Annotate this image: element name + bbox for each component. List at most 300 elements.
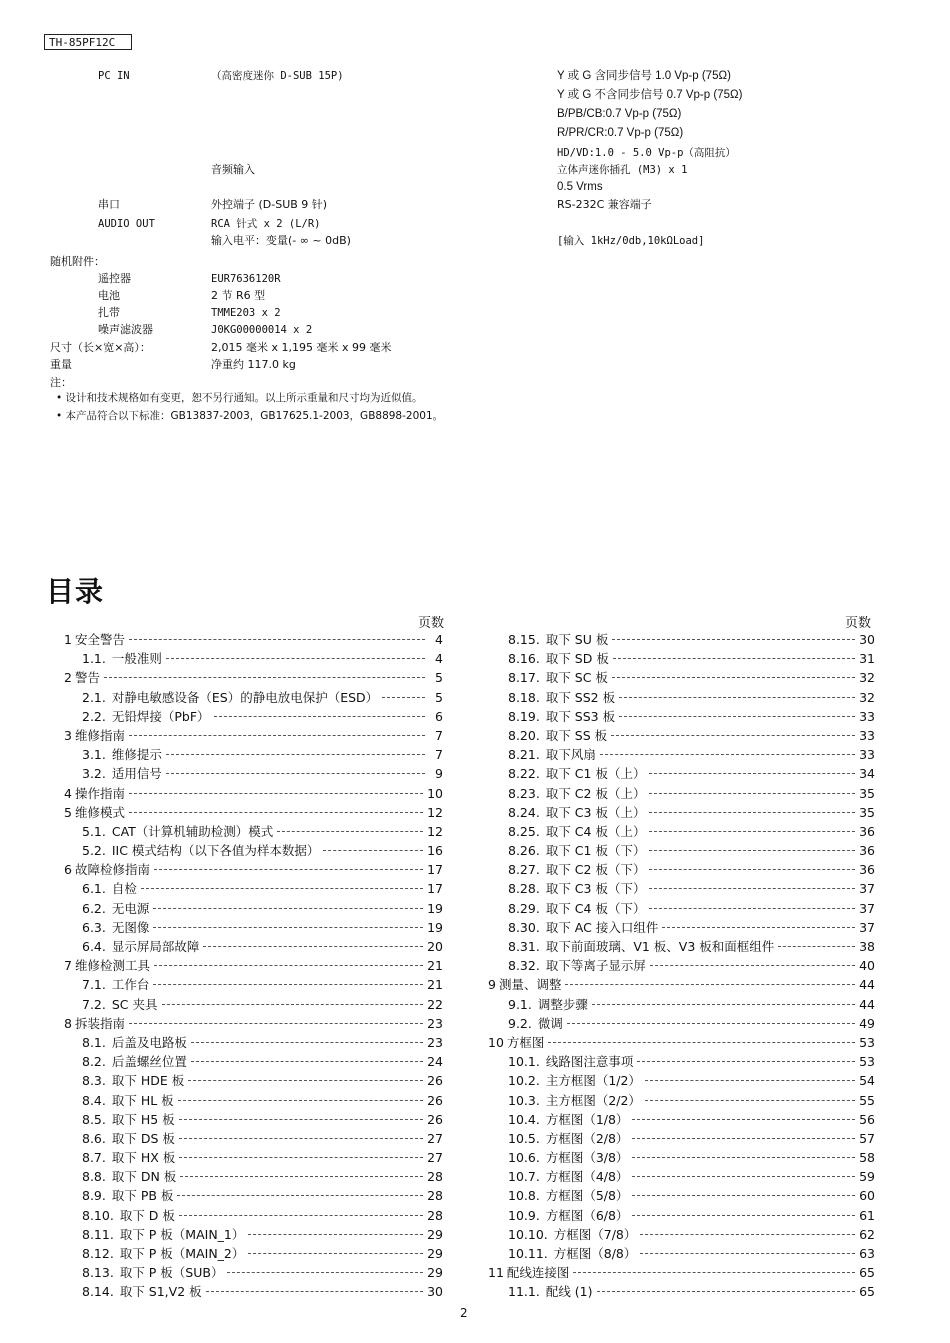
toc-leader-line	[129, 735, 425, 736]
toc-leader-line	[612, 677, 855, 678]
toc-entry[interactable]	[488, 707, 875, 726]
toc-entry-page: 36	[859, 862, 875, 878]
toc-entry-title: 配线 (1)	[545, 1284, 593, 1300]
toc-entry-number: 8.28.	[508, 881, 540, 897]
toc-leader-line	[632, 1138, 855, 1139]
toc-entry-page: 65	[859, 1284, 875, 1300]
toc-entry-number: 10.8.	[508, 1188, 540, 1204]
toc-entry[interactable]	[64, 899, 443, 918]
toc-entry[interactable]	[488, 956, 875, 975]
toc-entry-number: 8.11.	[82, 1226, 114, 1242]
toc-entry-number: 8.25.	[508, 823, 540, 839]
toc-leader-line	[632, 1176, 855, 1177]
toc-entry[interactable]	[488, 784, 875, 803]
model-number-box: TH-85PF12C	[44, 34, 132, 50]
toc-entry[interactable]	[488, 745, 875, 764]
toc-entry-number: 9	[488, 977, 496, 993]
toc-entry[interactable]	[64, 1033, 443, 1052]
toc-leader-line	[592, 1004, 855, 1005]
toc-entry[interactable]	[488, 1071, 875, 1090]
toc-entry-title: 取下 DN 板	[111, 1169, 177, 1185]
toc-leader-line	[649, 850, 855, 851]
toc-entry-title: 自检	[111, 881, 137, 897]
toc-entry-title: 主方框图（1/2）	[545, 1073, 641, 1089]
toc-leader-line	[178, 1100, 423, 1101]
toc-leader-line	[162, 1004, 424, 1005]
toc-entry-number: 8.16.	[508, 651, 540, 667]
toc-leader-line	[129, 812, 423, 813]
toc-entry[interactable]	[64, 803, 443, 822]
toc-entry-title: 方框图（5/8）	[545, 1188, 629, 1204]
toc-entry-title: 取下 SD 板	[545, 651, 609, 667]
toc-entry-title: 取下 P 板（SUB）	[119, 1265, 224, 1281]
toc-entry[interactable]	[488, 822, 875, 841]
weight-label: 重量	[50, 358, 72, 371]
toc-leader-line	[154, 965, 423, 966]
toc-entry-page: 53	[859, 1034, 875, 1050]
toc-entry[interactable]	[64, 841, 443, 860]
toc-entry-title: 拆装指南	[74, 1015, 125, 1031]
toc-leader-line	[640, 1234, 855, 1235]
toc-entry-page: 32	[859, 670, 875, 686]
toc-entry[interactable]	[488, 668, 875, 687]
toc-entry-title: 取下 C4 板（上）	[545, 823, 646, 839]
toc-entry-number: 8.19.	[508, 708, 540, 724]
toc-entry[interactable]	[64, 1225, 443, 1244]
toc-entry-title: 取下 P 板（MAIN_1）	[119, 1226, 245, 1242]
size-label: 尺寸（长×宽×高）：	[50, 341, 151, 354]
toc-entry-number: 10.7.	[508, 1169, 540, 1185]
toc-entry-number: 8.21.	[508, 747, 540, 763]
toc-entry-page: 31	[859, 651, 875, 667]
toc-entry[interactable]	[488, 918, 875, 937]
toc-entry-title: 故障检修指南	[74, 862, 150, 878]
toc-entry[interactable]	[488, 1091, 875, 1110]
toc-entry-page: 26	[427, 1092, 443, 1108]
toc-entry[interactable]	[488, 1186, 875, 1205]
toc-leader-line	[166, 658, 425, 659]
toc-entry-number: 10.6.	[508, 1150, 540, 1166]
toc-leader-line	[180, 1176, 423, 1177]
toc-entry[interactable]	[64, 1186, 443, 1205]
toc-entry-number: 10.5.	[508, 1130, 540, 1146]
toc-entry-number: 1.1.	[82, 651, 106, 667]
accessory-value: J0KG00000014 x 2	[211, 324, 313, 336]
toc-entry-page: 10	[427, 785, 443, 801]
toc-entry-page: 49	[859, 1015, 875, 1031]
toc-entry-page: 5	[435, 689, 443, 705]
toc-entry-title: 取下 D 板	[119, 1207, 175, 1223]
toc-entry-number: 9.2.	[508, 1015, 532, 1031]
toc-entry[interactable]	[64, 1071, 443, 1090]
toc-entry-number: 8.29.	[508, 900, 540, 916]
toc-entry[interactable]	[488, 688, 875, 707]
toc-leader-line	[188, 1080, 423, 1081]
accessory-value: EUR7636120R	[211, 273, 281, 285]
toc-leader-line	[179, 1119, 423, 1120]
toc-entry-title: 取下 DS 板	[111, 1130, 175, 1146]
toc-entry-page: 38	[859, 939, 875, 954]
toc-entry-number: 8.31.	[508, 939, 540, 954]
toc-entry-page: 7	[435, 727, 443, 743]
toc-entry-title: 取下 HL 板	[111, 1092, 174, 1108]
toc-entry[interactable]	[64, 688, 443, 707]
toc-entry-page: 7	[435, 747, 443, 763]
toc-leader-line	[203, 946, 423, 947]
toc-entry[interactable]	[488, 1014, 875, 1033]
toc-entry-number: 6.4.	[82, 939, 106, 954]
toc-entry[interactable]	[64, 1167, 443, 1186]
toc-entry-page: 57	[859, 1130, 875, 1146]
toc-entry[interactable]	[64, 956, 443, 975]
toc-entry-title: 警告	[74, 670, 100, 686]
toc-entry-number: 8.15.	[508, 632, 540, 647]
toc-leader-line	[191, 1061, 423, 1062]
toc-leader-line	[649, 812, 855, 813]
toc-entry-page: 20	[427, 939, 443, 954]
toc-entry[interactable]	[488, 1148, 875, 1167]
toc-entry[interactable]	[488, 1282, 875, 1301]
toc-leader-line	[645, 1080, 855, 1081]
toc-entry-page: 53	[859, 1054, 875, 1070]
toc-entry-title: 对静电敏感设备（ES）的静电放电保护（ESD）	[111, 689, 379, 705]
toc-leader-line	[649, 888, 855, 889]
toc-entry-page: 37	[859, 881, 875, 897]
toc-entry-page: 65	[859, 1265, 875, 1281]
toc-entry-page: 30	[859, 632, 875, 647]
toc-entry-page: 58	[859, 1150, 875, 1166]
pc-in-note-1: Y 或 G 含同步信号 1.0 Vp-p (75Ω)	[557, 70, 731, 82]
toc-entry-title: 适用信号	[111, 766, 162, 782]
toc-entry-title: 后盖及电路板	[111, 1034, 187, 1050]
toc-leader-line	[650, 965, 855, 966]
accessory-name: 噪声滤波器	[98, 323, 153, 336]
toc-entry[interactable]	[64, 995, 443, 1014]
accessories-label: 随机附件：	[50, 255, 105, 268]
toc-entry-title: 取下风扇	[545, 747, 596, 763]
toc-entry[interactable]	[64, 745, 443, 764]
toc-entry-number: 8.13.	[82, 1265, 114, 1281]
toc-entry-number: 8.5.	[82, 1111, 106, 1127]
toc-entry-title: 调整步骤	[537, 996, 588, 1012]
toc-entry[interactable]	[64, 668, 443, 687]
accessory-name: 遥控器	[98, 272, 131, 285]
pc-in-note-5: HD/VD:1.0 - 5.0 Vp-p（高阻抗）	[557, 147, 736, 159]
toc-entry[interactable]	[64, 1014, 443, 1033]
toc-leader-line	[129, 1023, 423, 1024]
toc-leader-line	[177, 1195, 423, 1196]
toc-entry-title: 取下 H5 板	[111, 1111, 175, 1127]
toc-leader-line	[649, 831, 855, 832]
toc-entry-page: 5	[435, 670, 443, 686]
toc-entry-number: 10	[488, 1034, 504, 1050]
accessory-value: TMME203 x 2	[211, 307, 281, 319]
toc-entry[interactable]	[488, 995, 875, 1014]
toc-leader-line	[227, 1272, 423, 1273]
toc-entry-page: 33	[859, 747, 875, 763]
toc-entry-number: 6.1.	[82, 881, 106, 897]
toc-entry-title: 取下 S1,V2 板	[119, 1284, 202, 1300]
toc-entry[interactable]	[488, 1033, 875, 1052]
toc-entry-page: 33	[859, 727, 875, 743]
toc-leader-line	[179, 1215, 423, 1216]
page-column-header-right: 页数	[845, 616, 872, 631]
weight-value: 净重约 117.0 kg	[211, 358, 296, 371]
toc-entry-title: 配线连接图	[506, 1265, 570, 1281]
toc-entry[interactable]	[64, 1206, 443, 1225]
serial-value: 外控端子 (D-SUB 9 针)	[211, 198, 328, 211]
toc-entry-number: 2.1.	[82, 689, 106, 705]
toc-entry[interactable]	[488, 1263, 875, 1282]
toc-leader-line	[141, 888, 423, 889]
toc-entry-page: 34	[859, 766, 875, 782]
pc-in-note-2: Y 或 G 不含同步信号 0.7 Vp-p (75Ω)	[557, 89, 743, 101]
pc-in-value: （高密度迷你 D-SUB 15P)	[211, 70, 344, 82]
toc-entry-page: 30	[427, 1284, 443, 1300]
toc-leader-line	[573, 1272, 855, 1273]
toc-right-column	[488, 630, 875, 1302]
toc-entry-number: 3.2.	[82, 766, 106, 782]
toc-entry-page: 37	[859, 900, 875, 916]
toc-entry[interactable]	[488, 630, 875, 649]
toc-leader-line	[649, 773, 855, 774]
toc-entry-number: 8.10.	[82, 1207, 114, 1223]
toc-leader-line	[277, 831, 423, 832]
toc-leader-line	[206, 1291, 423, 1292]
toc-entry[interactable]	[64, 1129, 443, 1148]
toc-entry-page: 21	[427, 977, 443, 993]
accessory-name: 扎带	[98, 306, 120, 319]
toc-entry-number: 5	[64, 804, 72, 820]
toc-entry[interactable]	[64, 918, 443, 937]
toc-entry-number: 10.2.	[508, 1073, 540, 1089]
pc-in-note-3: B/PB/CB:0.7 Vp-p (75Ω)	[557, 108, 682, 120]
size-value: 2,015 毫米 x 1,195 毫米 x 99 毫米	[211, 341, 392, 354]
toc-entry-title: 测量、调整	[498, 977, 562, 993]
toc-entry-title: 取下 C1 板（上）	[545, 766, 646, 782]
toc-entry-page: 26	[427, 1073, 443, 1089]
toc-entry[interactable]	[64, 764, 443, 783]
toc-entry-number: 8.17.	[508, 670, 540, 686]
toc-entry-title: 微调	[537, 1015, 563, 1031]
toc-entry-number: 10.10.	[508, 1226, 548, 1242]
toc-leader-line	[154, 869, 423, 870]
toc-entry-number: 10.9.	[508, 1207, 540, 1223]
toc-entry-number: 3.1.	[82, 747, 106, 763]
toc-entry-page: 23	[427, 1015, 443, 1031]
toc-entry[interactable]	[64, 1110, 443, 1129]
toc-entry-title: 取下 HX 板	[111, 1150, 176, 1166]
toc-entry-page: 12	[427, 804, 443, 820]
toc-entry[interactable]	[64, 1244, 443, 1263]
toc-entry-number: 1	[64, 632, 72, 647]
toc-entry[interactable]	[488, 726, 875, 745]
toc-leader-line	[613, 658, 855, 659]
toc-entry-page: 59	[859, 1169, 875, 1185]
toc-entry[interactable]	[488, 841, 875, 860]
toc-entry-title: 无图像	[111, 919, 150, 935]
toc-entry-page: 4	[435, 632, 443, 647]
toc-leader-line	[153, 984, 423, 985]
toc-entry[interactable]	[64, 784, 443, 803]
toc-entry-page: 29	[427, 1265, 443, 1281]
toc-entry-number: 8.22.	[508, 766, 540, 782]
toc-entry[interactable]	[64, 630, 443, 649]
audio-in-level: 0.5 Vrms	[557, 181, 603, 193]
toc-entry-number: 8.3.	[82, 1073, 106, 1089]
toc-entry-title: 无铅焊接（PbF）	[111, 708, 210, 724]
toc-entry-number: 7	[64, 958, 72, 974]
toc-entry-title: 取下 SU 板	[545, 632, 609, 647]
toc-entry[interactable]	[64, 822, 443, 841]
toc-entry[interactable]	[488, 899, 875, 918]
toc-leader-line	[179, 1157, 423, 1158]
toc-entry-page: 56	[859, 1111, 875, 1127]
toc-entry[interactable]	[488, 1225, 875, 1244]
toc-entry[interactable]	[488, 1244, 875, 1263]
toc-entry-number: 8.2.	[82, 1054, 106, 1070]
toc-entry-number: 5.2.	[82, 843, 106, 859]
toc-entry[interactable]	[64, 1148, 443, 1167]
toc-entry[interactable]	[488, 937, 875, 956]
toc-leader-line	[382, 697, 425, 698]
toc-entry-page: 61	[859, 1207, 875, 1223]
toc-entry-title: 取下 SS2 板	[545, 689, 616, 705]
toc-entry[interactable]	[64, 1091, 443, 1110]
toc-leader-line	[637, 1061, 855, 1062]
toc-leader-line	[129, 793, 423, 794]
toc-entry-page: 22	[427, 996, 443, 1012]
toc-entry-page: 6	[435, 708, 443, 724]
toc-entry-number: 8.6.	[82, 1130, 106, 1146]
toc-entry-title: 取下 C3 板（上）	[545, 804, 646, 820]
toc-entry-number: 7.2.	[82, 996, 106, 1012]
accessory-name: 电池	[98, 289, 120, 302]
toc-leader-line	[612, 639, 855, 640]
toc-leader-line	[640, 1253, 855, 1254]
toc-entry-number: 6.3.	[82, 919, 106, 935]
toc-entry-title: 方框图（7/8）	[553, 1226, 637, 1242]
toc-entry[interactable]	[64, 1282, 443, 1301]
toc-leader-line	[129, 639, 425, 640]
toc-leader-line	[649, 908, 855, 909]
toc-entry[interactable]	[488, 975, 875, 994]
toc-entry-number: 8.24.	[508, 804, 540, 820]
toc-entry-page: 17	[427, 881, 443, 897]
toc-entry[interactable]	[488, 879, 875, 898]
toc-leader-line	[649, 793, 855, 794]
toc-leader-line	[632, 1195, 855, 1196]
toc-entry[interactable]	[488, 1129, 875, 1148]
toc-entry-title: 方框图（6/8）	[545, 1207, 629, 1223]
toc-entry[interactable]	[64, 975, 443, 994]
toc-entry-title: 方框图（3/8）	[545, 1150, 629, 1166]
toc-entry-title: IIC 模式结构（以下各值为样本数据）	[111, 843, 320, 859]
toc-leader-line	[153, 908, 423, 909]
toc-entry-number: 8.14.	[82, 1284, 114, 1300]
toc-entry[interactable]	[64, 707, 443, 726]
toc-entry-title: 线路图注意事项	[545, 1054, 634, 1070]
toc-entry-title: 取下 C3 板（下）	[545, 881, 646, 897]
toc-entry[interactable]	[488, 1206, 875, 1225]
toc-entry-title: 方框图（1/8）	[545, 1111, 629, 1127]
toc-entry[interactable]	[64, 649, 443, 668]
toc-leader-line	[778, 946, 855, 947]
toc-entry[interactable]	[64, 879, 443, 898]
toc-leader-line	[153, 927, 423, 928]
toc-entry-page: 4	[435, 651, 443, 667]
toc-entry-title: 取下 HDE 板	[111, 1073, 185, 1089]
toc-entry-title: 维修模式	[74, 804, 125, 820]
toc-entry-page: 55	[859, 1092, 875, 1108]
toc-entry-title: 方框图（4/8）	[545, 1169, 629, 1185]
toc-entry-title: 后盖螺丝位置	[111, 1054, 187, 1070]
pc-in-label: PC IN	[98, 70, 130, 82]
toc-entry[interactable]	[64, 1052, 443, 1071]
toc-entry-number: 8.18.	[508, 689, 540, 705]
toc-leader-line	[619, 716, 855, 717]
toc-entry[interactable]	[488, 860, 875, 879]
toc-entry-title: 方框图	[506, 1034, 545, 1050]
toc-entry-number: 5.1.	[82, 823, 106, 839]
toc-entry-page: 12	[427, 823, 443, 839]
toc-entry-number: 8.32.	[508, 958, 540, 974]
audio-out-level: 输入电平：变量(- ∞ ~ 0dB)	[211, 234, 351, 247]
toc-entry-title: 工作台	[111, 977, 150, 993]
serial-label: 串口	[98, 198, 120, 211]
toc-entry-number: 6	[64, 862, 72, 878]
toc-entry-page: 19	[427, 919, 443, 935]
toc-entry-number: 8.7.	[82, 1150, 106, 1166]
toc-entry-number: 10.1.	[508, 1054, 540, 1070]
toc-entry[interactable]	[488, 764, 875, 783]
toc-entry-number: 6.2.	[82, 900, 106, 916]
toc-entry-page: 17	[427, 862, 443, 878]
toc-leader-line	[214, 716, 425, 717]
toc-entry[interactable]	[488, 649, 875, 668]
toc-entry-page: 28	[427, 1188, 443, 1204]
toc-entry[interactable]	[488, 1167, 875, 1186]
toc-entry-page: 32	[859, 689, 875, 705]
toc-entry[interactable]	[64, 860, 443, 879]
toc-entry-title: 维修指南	[74, 727, 125, 743]
toc-entry-page: 40	[859, 958, 875, 974]
toc-leader-line	[179, 1138, 423, 1139]
toc-entry-title: CAT（计算机辅助检测）模式	[111, 823, 274, 839]
accessory-value: 2 节 R6 型	[211, 289, 266, 302]
toc-entry[interactable]	[64, 726, 443, 745]
toc-entry-page: 23	[427, 1034, 443, 1050]
toc-entry[interactable]	[64, 1263, 443, 1282]
toc-entry-page: 36	[859, 823, 875, 839]
toc-leader-line	[248, 1234, 423, 1235]
toc-entry-title: 操作指南	[74, 785, 125, 801]
toc-entry-number: 7.1.	[82, 977, 106, 993]
toc-entry-title: 无电源	[111, 900, 150, 916]
toc-entry-page: 9	[435, 766, 443, 782]
audio-out-value: RCA 针式 x 2 (L/R)	[211, 218, 321, 230]
toc-entry[interactable]	[488, 1110, 875, 1129]
toc-entry-title: 取下 C2 板（上）	[545, 785, 646, 801]
toc-entry-title: 方框图（2/8）	[545, 1130, 629, 1146]
toc-entry[interactable]	[64, 937, 443, 956]
toc-entry[interactable]	[488, 1052, 875, 1071]
toc-entry-page: 37	[859, 919, 875, 935]
audio-out-label: AUDIO OUT	[98, 218, 155, 230]
audio-in-value: 立体声迷你插孔 (M3) x 1	[557, 164, 688, 176]
toc-entry[interactable]	[488, 803, 875, 822]
toc-entry-title: SC 夹具	[111, 996, 158, 1012]
